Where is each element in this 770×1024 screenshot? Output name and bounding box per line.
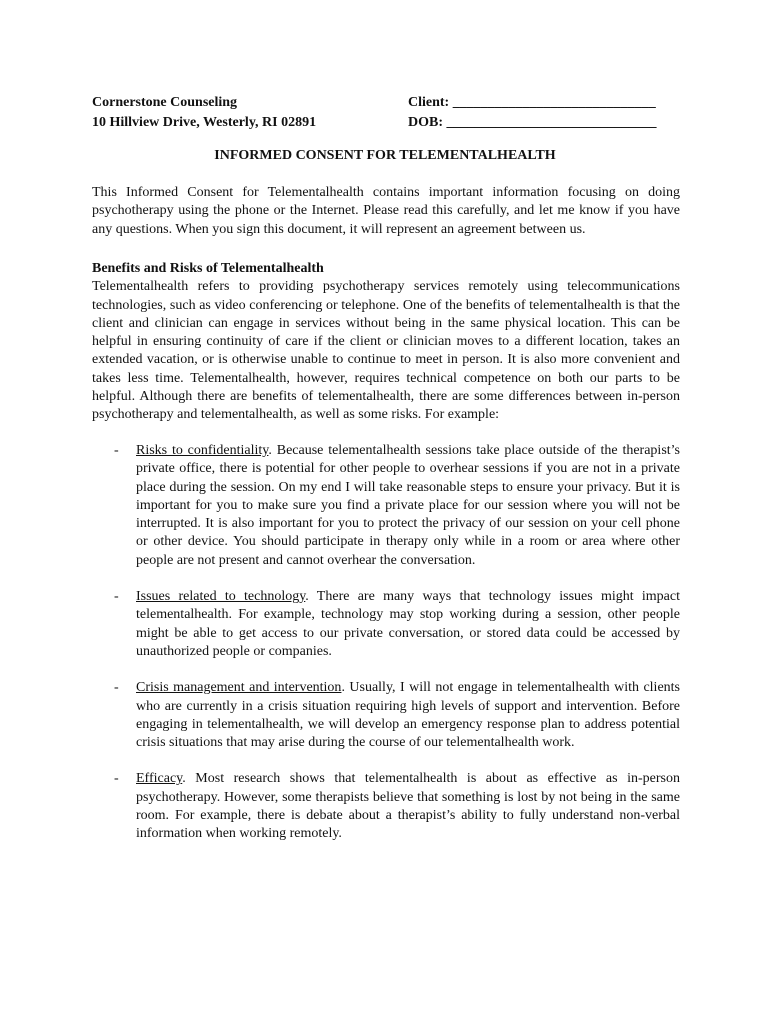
risk-text: . Most research shows that telementalhealth is about as effective as in-person psychotherapy. However, some therapists believe that something is lost by not being in the same room. For example, there is debate about a therapist’s ability to fully understand non-verbal information when working remotely. (136, 771, 680, 842)
risk-title: Risks to confidentiality (136, 443, 269, 458)
bullet-dash: - (114, 771, 119, 787)
risk-list (92, 442, 680, 862)
risk-item-efficacy (92, 770, 680, 843)
risk-item-technology (92, 588, 680, 661)
practice-info (92, 93, 316, 133)
risk-item-confidentiality (92, 442, 680, 570)
risk-title: Crisis management and intervention (136, 680, 342, 696)
section-body: Telementalhealth refers to providing psychotherapy services remotely using telecommunications technologies, such as video conferencing or telephone. One of the benefits of telementalhealth is that the client and clinician can engage in services without being in the same physical location. This can be helpful in ensuring continuity of care if the client or clinician moves to a different location, takes an extended vacation, or is otherwise unable to continue to meet in person. It is also more convenient and takes less time. Telementalhealth, however, requires technical competence on both our parts to be helpful. Although there are benefits of telementalhealth, there are some differences between in-person psychotherapy and telementalhealth, as well as some risks. For example: (92, 279, 680, 423)
risk-title: Issues related to technology (136, 589, 306, 605)
client-info-fields (408, 93, 657, 133)
document-header (92, 93, 678, 137)
risk-item-crisis (92, 679, 680, 752)
dob-field: DOB: ______________________________ (408, 115, 657, 130)
benefits-risks-section (92, 260, 680, 425)
risk-text: . Because telementalhealth sessions take place outside of the therapist’s private office, there is potential for other people to overhear sessions if you are not in a private place during the session. On my end I will take reasonable steps to ensure your privacy. But it is important for you to make sure you find a private place for our session where you will not be interrupted. It is also important for you to protect the privacy of our session on your cell phone or other device. You should participate in therapy only while in a room or area where other people are not present and cannot overhear the conversation. (136, 443, 680, 568)
client-name-field: Client: _____________________________ (408, 95, 656, 110)
document-title: INFORMED CONSENT FOR TELEMENTALHEALTH (214, 148, 556, 163)
section-heading: Benefits and Risks of Telementalhealth (92, 261, 324, 276)
bullet-dash: - (114, 443, 119, 458)
intro-paragraph: This Informed Consent for Telementalhealth contains important information focusing on doing psychotherapy using the phone or the Internet. Please read this carefully, and let me know if you have any questions. When you sign this document, it will represent an agreement between us. (92, 185, 680, 237)
bullet-dash: - (114, 589, 119, 605)
bullet-dash: - (114, 680, 119, 696)
risk-text: . Usually, I will not engage in telementalhealth with clients who are currently in a crisis situation requiring high levels of support and intervention. Before engaging in telementalhealth, we will develop an emergency response plan to address potential crisis situations that may arise during the course of our telementalhealth work. (136, 680, 681, 751)
practice-address: 10 Hillview Drive, Westerly, RI 02891 (92, 115, 317, 130)
risk-text: . There are many ways that technology issues might impact telementalhealth. For example, technology may stop working during a session, other people might be able to get access to our private conversation, or stored data could be accessed by unauthorized people or companies. (136, 589, 680, 659)
practice-name: Cornerstone Counseling (92, 95, 238, 110)
risk-title: Efficacy (136, 771, 183, 787)
